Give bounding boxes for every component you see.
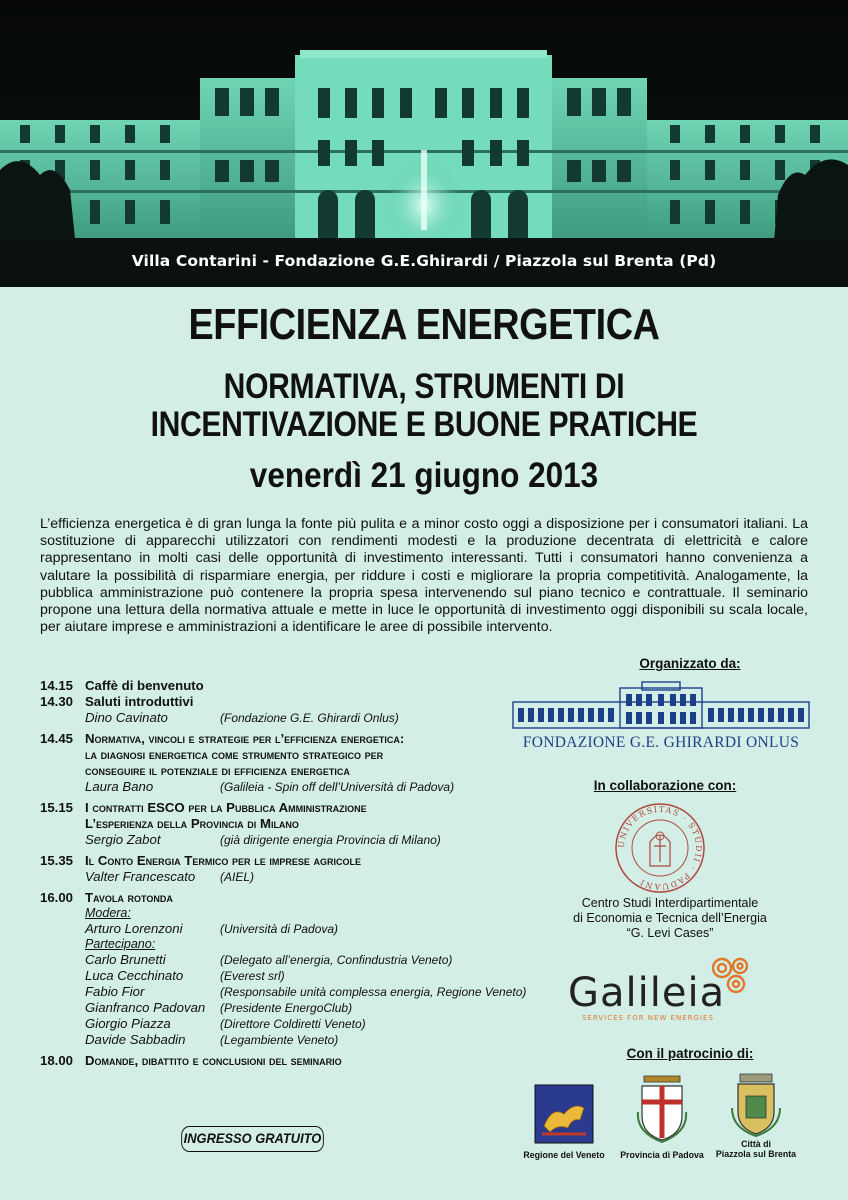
intro-paragraph: L’efficienza energetica è di gran lunga la fonte più pulita e a minor costo oggi a disposizione per i consumatori italiani. La sostituzione di apparecchi utilizzatori con rendimenti modesti e la produzione decentrata di elettricità e calore rappresentano in molti casi delle opportunità di investimento interessanti. Tutti i consumatori hanno convenienza a valutare la possibilità di risparmiare energia, per riddure i costi e migliorare la propria competitività. Analogamente, la pubblica amministrazione può contenere la propria spesa intervenendo sul piano tecnico e contrattuale. Il seminario propone una lettura della normativa attuale e mette in luce le opportunità di investimento oggi disponibili su scala locale, per aiutare imprese e amministrazioni a identificare le aree di possibile intervento.	[40, 516, 808, 636]
sun-spiral-icon	[708, 954, 754, 998]
collaboration-label: In collaborazione con:	[593, 778, 737, 793]
centro-line1: Centro Studi Interdipartimentale	[581, 896, 759, 910]
participant-name: Gianfranco Padovan	[85, 1000, 206, 1015]
participant-name: Davide Sabbadin	[85, 1032, 186, 1047]
event-subtitle-line2: INCENTIVAZIONE E BUONE PRATICHE	[150, 405, 698, 444]
speaker-affiliation: (Fondazione G.E. Ghirardi Onlus)	[220, 711, 399, 725]
participant-line	[85, 1016, 560, 1032]
schedule-topic: conseguire il potenziale di efficienza energetica	[85, 763, 350, 778]
participant-line	[85, 1032, 560, 1048]
participant-line	[85, 984, 560, 1000]
schedule-time: 15.15	[40, 800, 74, 815]
galileia-tagline: SERVICES FOR NEW ENERGIES	[582, 1014, 714, 1022]
schedule-time: 18.00	[40, 1053, 74, 1068]
crest-label-veneto: Regione del Veneto	[523, 1150, 605, 1160]
schedule-topic: I contratti ESCO per la Pubblica Amministrazione	[85, 800, 367, 815]
villa-photo	[0, 0, 848, 287]
speaker-affiliation: (Università di Padova)	[220, 922, 339, 936]
schedule-topic: Domande, dibattito e conclusioni del seminario	[85, 1053, 342, 1068]
centro-studi-name	[540, 896, 800, 941]
event-date: venerdì 21 giugno 2013	[249, 456, 599, 495]
crest-label-piazzola-line1: Città di	[741, 1139, 771, 1149]
crest-label-padova: Provincia di Padova	[620, 1150, 704, 1160]
schedule-item	[40, 1053, 560, 1069]
venue-caption: Villa Contarini - Fondazione G.E.Ghirardi / Piazzola sul Brenta (Pd)	[131, 252, 717, 270]
speaker-line	[85, 710, 560, 726]
schedule-topic: Il Conto Energia Termico per le imprese agricole	[85, 853, 362, 868]
seal-text: UNIVERSITAS · STUDII · PADUANI	[616, 804, 704, 892]
participant-line	[85, 952, 560, 968]
program-schedule	[40, 678, 560, 1069]
schedule-item	[40, 678, 560, 694]
participant-line	[85, 1000, 560, 1016]
participant-name: Giorgio Piazza	[85, 1016, 171, 1031]
centro-line2: di Economia e Tecnica dell’Energia	[573, 911, 767, 925]
event-title: EFFICIENZA ENERGETICA	[188, 300, 660, 349]
provincia-padova-crest-icon	[636, 1072, 688, 1144]
schedule-item-round-table	[40, 890, 560, 1048]
schedule-topic: la diagnosi energetica come strumento strategico per	[85, 747, 384, 762]
speaker-line	[85, 779, 560, 795]
participant-affiliation: (Delegato all’energia, Confindustria Veneto)	[220, 953, 453, 967]
schedule-topic: Caffè di benvenuto	[85, 678, 204, 693]
speaker-line	[85, 869, 560, 885]
speaker-name: Laura Bano	[85, 779, 154, 794]
crest-label-piazzola-line2: Piazzola sul Brenta	[715, 1149, 797, 1159]
schedule-time: 14.45	[40, 731, 74, 746]
participant-name: Carlo Brunetti	[85, 952, 166, 967]
patronage-label: Con il patrocinio di:	[626, 1046, 754, 1061]
regione-veneto-crest-icon	[534, 1084, 594, 1144]
schedule-item	[40, 694, 560, 726]
galileia-wordmark: Galileia	[568, 970, 726, 1016]
schedule-topic: L’esperienza della Provincia di Milano	[85, 816, 299, 831]
participant-name: Luca Cecchinato	[85, 968, 184, 983]
schedule-time: 14.30	[40, 694, 74, 709]
speaker-name: Valter Francescato	[85, 869, 196, 884]
speaker-affiliation: (già dirigente energia Provincia di Milano)	[220, 833, 441, 847]
centro-line3: “G. Levi Cases”	[626, 926, 714, 940]
schedule-item	[40, 853, 560, 885]
participant-affiliation: (Responsabile unità complessa energia, Regione Veneto)	[220, 985, 527, 999]
crest-label-piazzola	[702, 1139, 810, 1159]
schedule-time: 15.35	[40, 853, 74, 868]
piazzola-crest-icon	[730, 1072, 782, 1138]
speaker-name: Dino Cavinato	[85, 710, 168, 725]
university-seal-icon	[612, 802, 708, 894]
schedule-time: 14.15	[40, 678, 74, 693]
schedule-item	[40, 731, 560, 795]
foundation-name: FONDAZIONE G.E. GHIRARDI ONLUS	[522, 734, 800, 751]
schedule-time: 16.00	[40, 890, 74, 905]
participants-label: Partecipano:	[85, 937, 156, 951]
speaker-line	[85, 921, 560, 937]
participant-line	[85, 968, 560, 984]
schedule-item	[40, 800, 560, 848]
schedule-topic: Saluti introduttivi	[85, 694, 194, 709]
free-entry-badge: INGRESSO GRATUITO	[181, 1126, 324, 1152]
speaker-name: Sergio Zabot	[85, 832, 161, 847]
organized-by-label: Organizzato da:	[639, 656, 741, 671]
participant-affiliation: (Direttore Coldiretti Veneto)	[220, 1017, 366, 1031]
participant-affiliation: (Presidente EnergoClub)	[220, 1001, 353, 1015]
participant-affiliation: (Legambiente Veneto)	[220, 1033, 339, 1047]
speaker-line	[85, 832, 560, 848]
speaker-name: Arturo Lorenzoni	[85, 921, 183, 936]
schedule-topic: Normativa, vincoli e strategie per l’efficienza energetica:	[85, 731, 405, 746]
participant-name: Fabio Fior	[85, 984, 145, 999]
participant-affiliation: (Everest srl)	[220, 969, 285, 983]
speaker-affiliation: (Galileia - Spin off dell’Università di Padova)	[220, 780, 455, 794]
villa-illustration	[0, 0, 848, 287]
foundation-logo-icon	[512, 680, 810, 732]
speaker-affiliation: (AIEL)	[220, 870, 255, 884]
schedule-topic: Tavola rotonda	[85, 890, 173, 905]
event-subtitle-line1: NORMATIVA, STRUMENTI DI	[223, 367, 625, 406]
moderator-label: Modera:	[85, 906, 131, 920]
